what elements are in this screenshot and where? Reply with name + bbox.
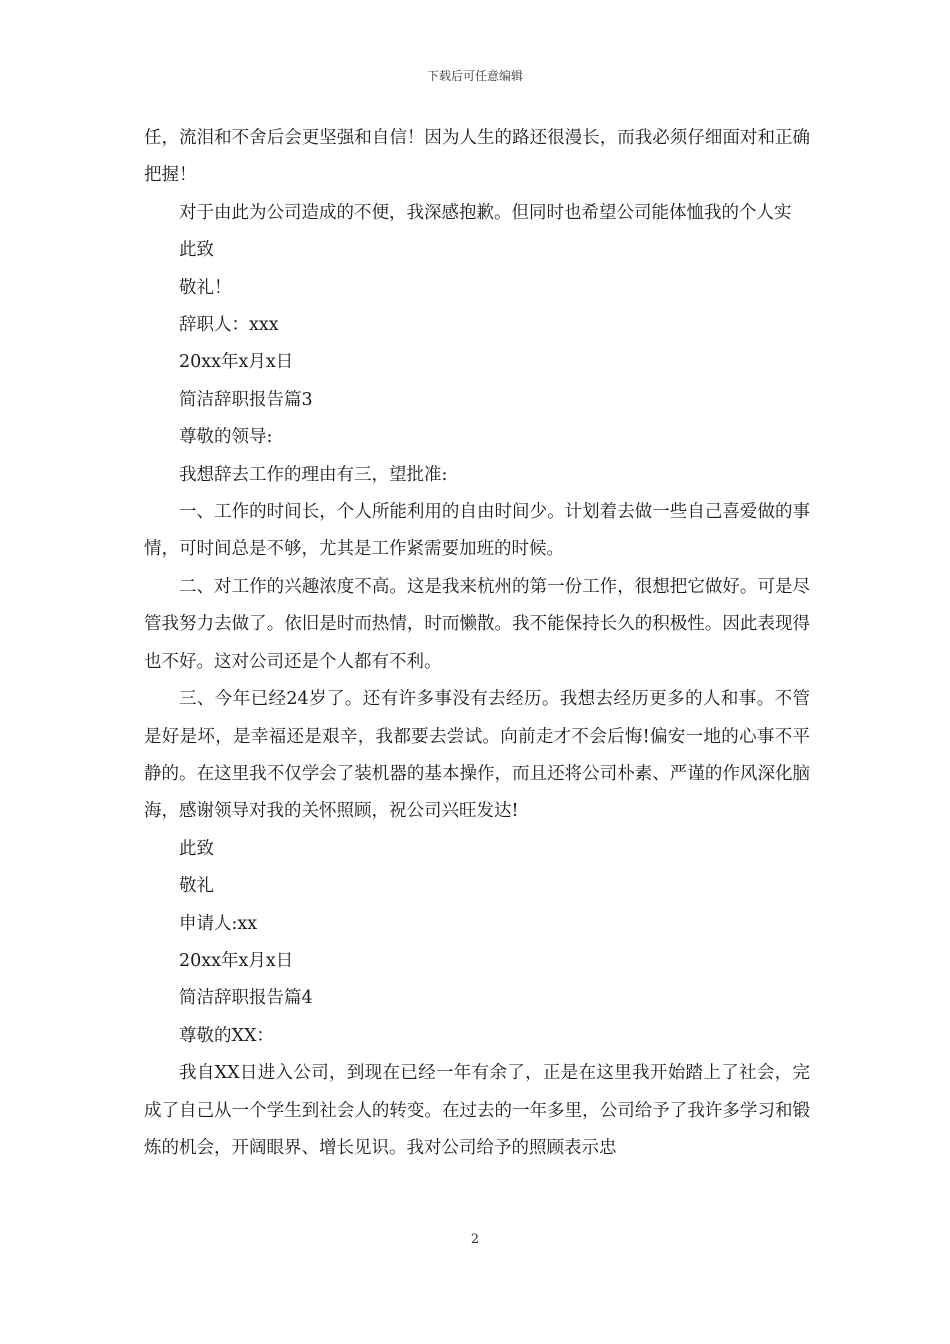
signatory: 申请人:xx [179, 913, 258, 934]
paragraph: 任，流泪和不舍后会更坚强和自信！因为人生的路还很漫长，而我必须仔细面对和正确把握！ [144, 128, 810, 186]
closing-regards: 敬礼 [179, 876, 214, 897]
document-body [144, 120, 810, 1167]
greeting: 尊敬的领导: [179, 427, 273, 448]
greeting: 尊敬的XX： [179, 1025, 274, 1046]
closing-salutation: 此致 [179, 838, 214, 859]
section-title: 简洁辞职报告篇4 [179, 988, 313, 1009]
section-title: 简洁辞职报告篇3 [179, 389, 313, 410]
page-header-note: 下载后可任意编辑 [426, 69, 523, 83]
paragraph: 对于由此为公司造成的不便，我深感抱歉。但同时也希望公司能体恤我的个人实 [179, 202, 792, 223]
closing-regards: 敬礼！ [179, 277, 232, 298]
signatory: 辞职人：xxx [179, 315, 279, 336]
paragraph: 我自XX日进入公司，到现在已经一年有余了，正是在这里我开始踏上了社会，完成了自己从一个学生到社会人的转变。在过去的一年多里，公司给予了我许多学习和锻炼的机会，开阔眼界、增长见识。我对公司给予的照顾表示忠 [144, 1063, 810, 1158]
paragraph: 我想辞去工作的理由有三，望批准: [179, 464, 448, 485]
paragraph: 一、工作的时间长，个人所能利用的自由时间少。计划着去做一些自己喜爱做的事情，可时间总是不够，尤其是工作紧需要加班的时候。 [144, 502, 810, 560]
date-line: 20xx年x月x日 [179, 950, 294, 971]
page-number: 2 [470, 1232, 480, 1247]
paragraph: 三、今年已经24岁了。还有许多事没有去经历。我想去经历更多的人和事。不管是好是坏，是幸福还是艰辛，我都要去尝试。向前走才不会后悔!偏安一地的心事不平静的。在这里我不仅学会了装机器的基本操作，而且还将公司朴素、严谨的作风深化脑海，感谢领导对我的关怀照顾，祝公司兴旺发达! [144, 689, 810, 822]
closing-salutation: 此致 [179, 240, 214, 261]
date-line: 20xx年x月x日 [179, 352, 294, 373]
paragraph: 二、对工作的兴趣浓度不高。这是我来杭州的第一份工作，很想把它做好。可是尽管我努力去做了。依旧是时而热情，时而懒散。我不能保持长久的积极性。因此表现得也不好。这对公司还是个人都有不利。 [144, 576, 810, 672]
